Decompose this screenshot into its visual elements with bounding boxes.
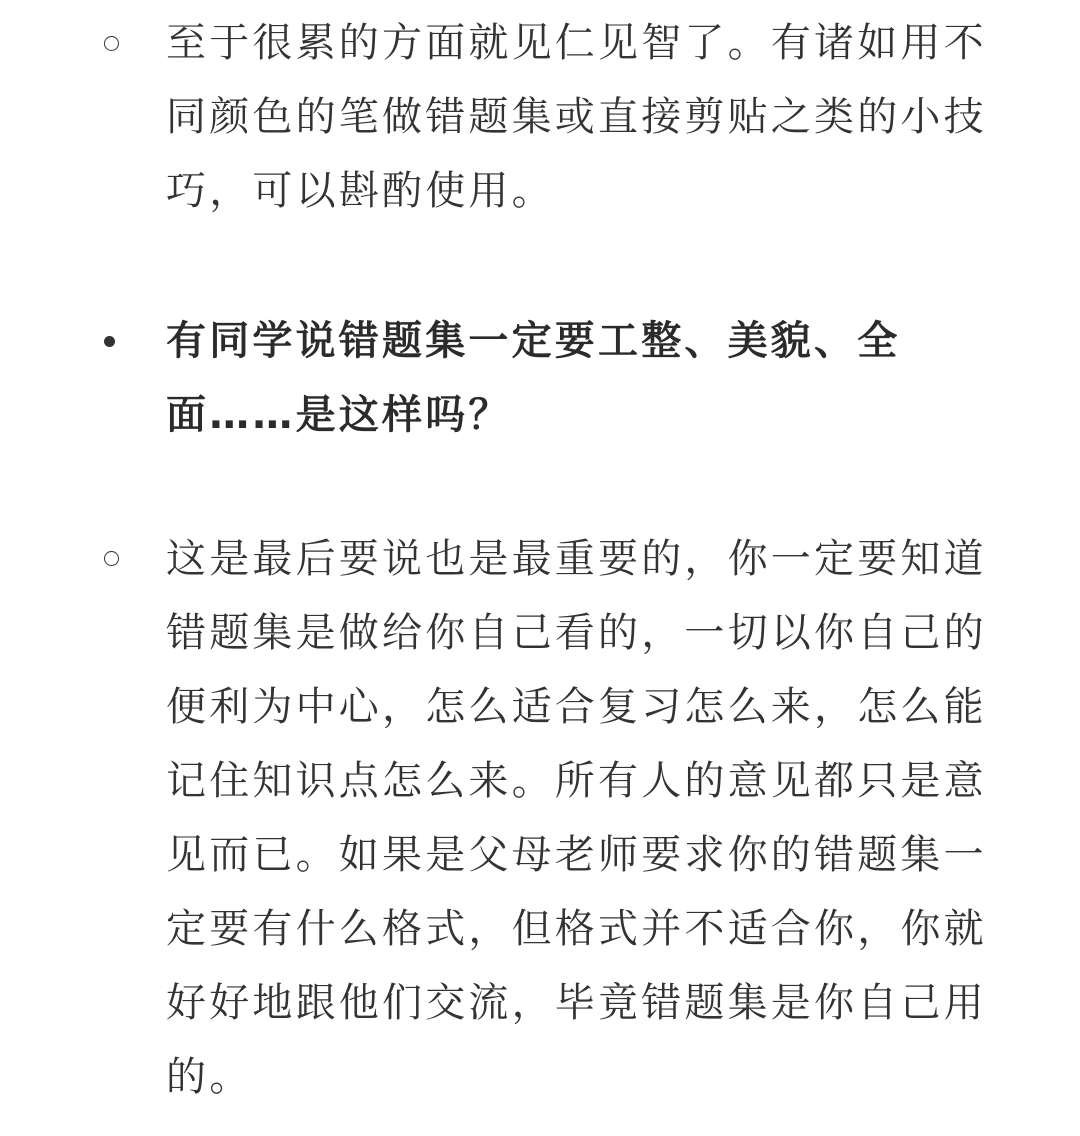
paragraph-tips: 至于很累的方面就见仁见智了。有诸如用不同颜色的笔做错题集或直接剪贴之类的小技巧，可以斟酌使用。 [166,20,987,214]
hollow-bullet-icon [104,36,119,51]
question-heading: 有同学说错题集一定要工整、美貌、全面……是这样吗？ [166,318,901,438]
solid-bullet-icon [104,336,115,347]
hollow-bullet-icon [104,551,119,566]
paragraph-answer: 这是最后要说也是最重要的，你一定要知道错题集是做给你自己看的，一切以你自己的便利为中心，怎么适合复习怎么来，怎么能记住知识点怎么来。所有人的意见都只是意见而已。如果是父母老师要求你的错题集一定要有什么格式，但格式并不适合你，你就好好地跟他们交流，毕竟错题集是你自己用的。 [166,536,987,1100]
